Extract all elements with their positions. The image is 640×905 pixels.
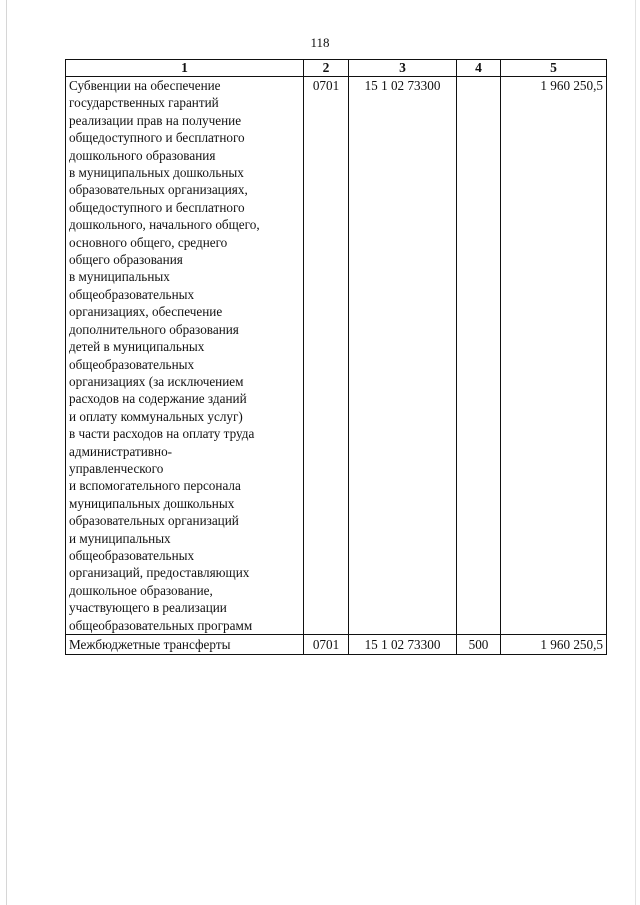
table-header [66,60,607,77]
table-body [66,77,607,655]
row-amount: 1 960 250,5 [501,77,607,635]
row-description: Межбюджетные трансферты [66,635,304,655]
header-col-5: 5 [501,60,607,77]
row-section-code: 0701 [304,635,349,655]
header-col-2: 2 [304,60,349,77]
row-target-code: 15 1 02 73300 [349,77,457,635]
page-number: 118 [310,35,330,50]
header-col-4: 4 [457,60,501,77]
page-edge-left [6,0,7,905]
header-col-3: 3 [349,60,457,77]
table-row [66,635,607,655]
row-description: Субвенции на обеспечение государственных гарантий реализации прав на получение общедоступного и бесплатного дошкольного образования в муниципальных дошкольных образовательных организациях, общедоступного и бесплатного дошкольного, начального общего, основного общего, среднего общего образования в муниципальных общеобразовательных организациях, обеспечение дополнительного образования детей в муниципальных общеобразовательных организациях (за исключением расходов на содержание зданий и оплату коммунальных услуг) в части расходов на оплату труда административно- управленческого и вспомогательного персонала муниципальных дошкольных образовательных организаций и муниципальных общеобразовательных организаций, предоставляющих дошкольное образование, участвующего в реализации общеобразовательных программ [66,77,304,635]
budget-table [65,59,607,655]
page-edge-right [635,0,636,905]
row-expense-type [457,77,501,635]
header-row [66,60,607,77]
row-section-code: 0701 [304,77,349,635]
row-expense-type: 500 [457,635,501,655]
table-row [66,77,607,635]
row-amount: 1 960 250,5 [501,635,607,655]
row-target-code: 15 1 02 73300 [349,635,457,655]
header-col-1: 1 [66,60,304,77]
